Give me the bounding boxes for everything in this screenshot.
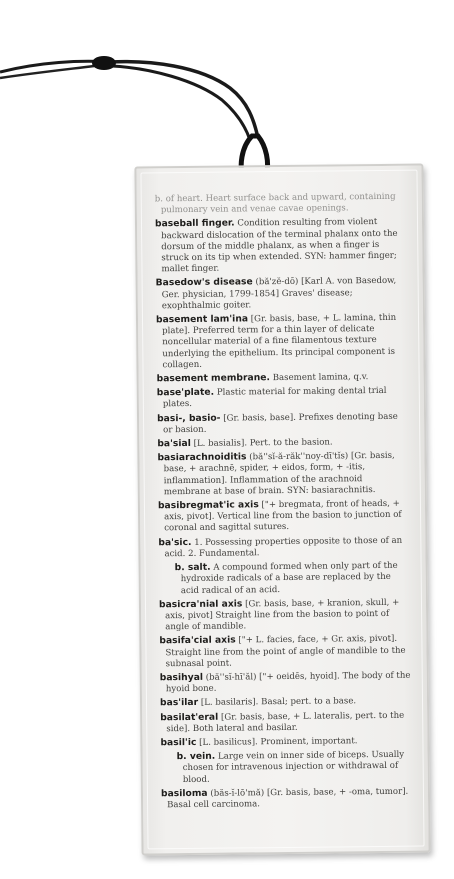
entry-definition: Condition resulting from violent backward dislocation of the terminal phalanx onto the dorsum of the middle phalanx, as when a finger is struck on its tip when extended. SYN: hammer finger; mallet finger. (161, 217, 398, 275)
dictionary-entry (159, 596, 411, 633)
dictionary-entry (155, 192, 407, 217)
entry-term: b. salt. (174, 561, 211, 574)
dictionary-entry (158, 534, 410, 560)
entry-definition: (bă'zĕ-dō) [Karl A. von Basedow, Ger. physician, 1799-1854] Graves' disease; exophthalmic goiter. (161, 276, 397, 312)
dictionary-entry (160, 695, 412, 710)
entry-term: basi-, basio- (156, 412, 221, 424)
entry-term: bas'ilar (159, 697, 199, 709)
entry-definition: ["+ L. facies, face, + Gr. axis, pivot]. Straight line from the point of angle of mandible to the subnasal point. (165, 634, 406, 669)
entry-term: basihyal (159, 671, 204, 684)
entry-definition: [L. basialis]. Pert. to the basion. (193, 437, 333, 449)
dictionary-entry (161, 749, 413, 786)
dictionary-entry (157, 385, 409, 411)
entry-definition: Plastic material for making dental trial plates. (162, 386, 387, 410)
entry-definition: [Gr. basis, base]. Prefixes denoting base or basion. (163, 411, 398, 436)
entry-definition: A compound formed when only part of the hydroxide radicals of a base are replaced by the acid radical of an acid. (180, 560, 398, 596)
entry-term: basement lam'ina (155, 313, 249, 326)
entry-definition: Large vein on inner side of biceps. Usually chosen for intravenous injection or withdrawal of blood. (182, 749, 405, 785)
entry-term: basiarachnoiditis (157, 451, 247, 464)
entry-term: basicra'nial axis (158, 598, 243, 611)
dictionary-entry (157, 450, 409, 498)
entry-definition: Basement lamina, q.v. (272, 372, 369, 384)
dictionary-entry (156, 312, 409, 372)
dictionary-entry (155, 216, 408, 276)
entry-definition: [L. basilicus]. Prominent, important. (199, 736, 358, 748)
dictionary-entry (156, 275, 408, 312)
bookmark (134, 164, 430, 856)
dictionary-text (155, 192, 413, 814)
entry-term: base'plate. (156, 386, 215, 399)
entry-term: Basedow's disease (155, 276, 253, 289)
entry-term: basilat'eral (160, 711, 219, 723)
dictionary-entry (160, 670, 412, 696)
dictionary-entry (160, 709, 412, 735)
entry-term: basiloma (160, 787, 208, 800)
entry-term: basibregmat'ic axis (157, 499, 259, 512)
dictionary-entry (160, 735, 412, 750)
dictionary-entry (157, 371, 409, 386)
entry-term: basifa'cial axis (159, 634, 236, 647)
entry-term: basement membrane. (156, 372, 271, 385)
entry-definition: (bă''sĭ-hī'ăl) ["+ oeidēs, hyoid]. The body of the hyoid bone. (165, 670, 411, 695)
entry-definition: (bă''sĭ-ă-răk''noy-dī'tĭs) [Gr. basis, base, + arachnē, spider, + eidos, form, + -itis, inflammation]. Inflammation of the arachnoid membrane at base of brain. SYN: basiarachnitis. (163, 451, 395, 498)
entry-term: baseball finger. (154, 217, 235, 230)
entry-definition: [Gr. basis, base, + L. lateralis, pert. to the side]. Both lateral and basilar. (166, 710, 405, 734)
dictionary-entry (158, 498, 410, 535)
entry-term: b. vein. (176, 750, 216, 763)
entry-term: ba'sic. (158, 536, 192, 548)
dictionary-entry (161, 785, 413, 811)
entry-definition: [L. basilaris]. Basal; pert. to a base. (200, 696, 357, 709)
entry-term: basil'ic (160, 736, 197, 749)
entry-definition: [Gr. basis, base, + L. lamina, thin plate]. Preferred term for a thin layer of delicate noncellular material of a fine filamentous texture underlying the epithelium. Its principal component is collagen. (162, 312, 397, 371)
entry-term: ba'sial (157, 438, 191, 450)
dictionary-entry (159, 560, 411, 597)
entry-definition: 1. Possessing properties opposite to those of an acid. 2. Fundamental. (164, 535, 403, 560)
entry-definition: [Gr. basis, base, + kranion, skull, + axis, pivot] Straight line from the basion to point of angle of mandible. (165, 597, 400, 633)
entry-definition: (băs-ĭ-lō'mă) [Gr. basis, base, + -oma, tumor]. Basal cell carcinoma. (167, 786, 409, 811)
entry-definition: b. of heart. Heart surface back and upward, containing pulmonary vein and venae cavae openings. (154, 191, 396, 216)
dictionary-entry (159, 633, 411, 670)
dictionary-entry (157, 436, 409, 451)
entry-definition: ["+ bregmata, front of heads, + axis, pivot]. Vertical line from the basion to junction of coronal and sagittal sutures. (164, 498, 402, 534)
dictionary-entry (157, 410, 409, 436)
